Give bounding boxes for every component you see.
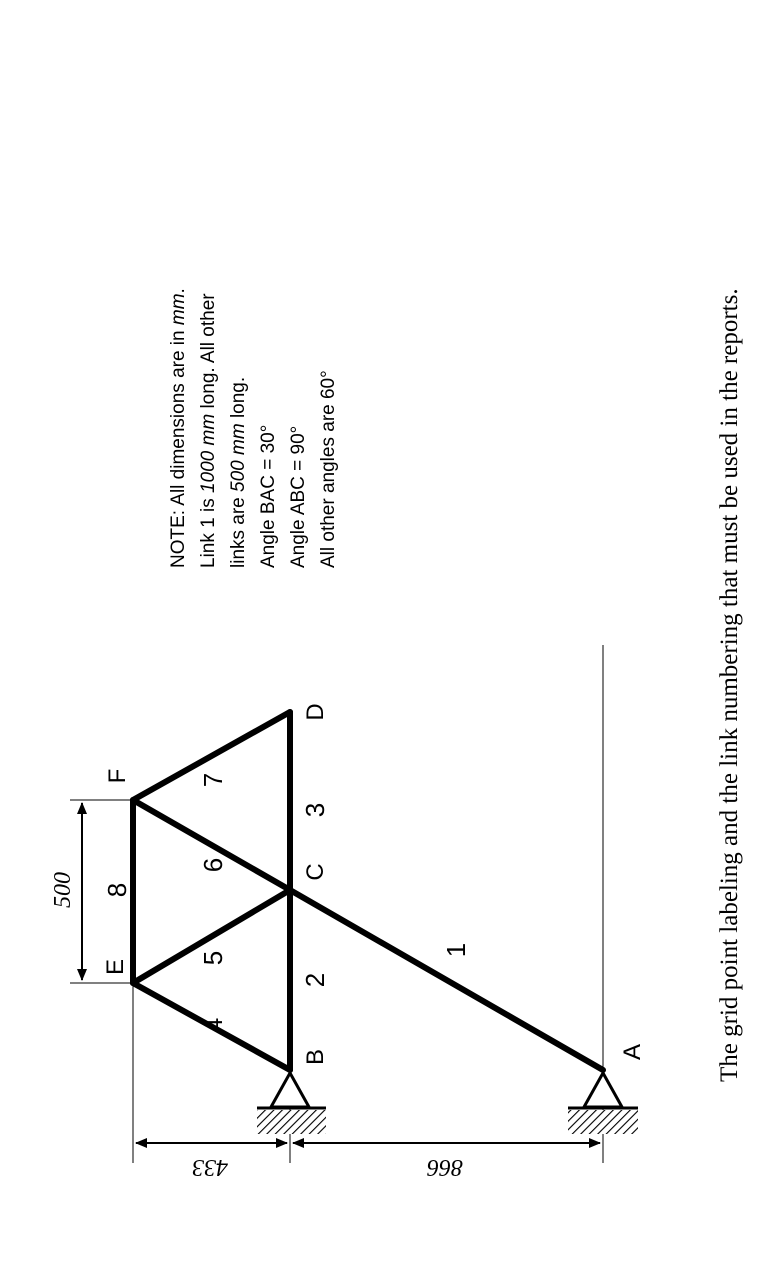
note-line-4: Angle BAC = 30° (258, 424, 279, 568)
node-label-c: C (302, 863, 329, 881)
note-line-3: links are 500 mm long. (228, 376, 249, 568)
node-label-f: F (104, 768, 131, 784)
note-line-6: All other angles are 60° (318, 370, 339, 568)
link-label-5: 5 (198, 950, 228, 966)
node-label-d: D (302, 703, 329, 721)
node-label-a: A (619, 1043, 646, 1061)
pin-support-a (568, 1073, 638, 1134)
link-label-1: 1 (441, 942, 471, 958)
node-label-e: E (102, 958, 129, 976)
dimension-label-866: 866 (427, 1154, 463, 1180)
dimension-label-500: 500 (50, 872, 76, 908)
note-line-5: Angle ABC = 90° (288, 425, 309, 568)
link-label-8: 8 (102, 882, 132, 898)
note-line-1: NOTE: All dimensions are in mm. (168, 288, 189, 568)
link-label-6: 6 (198, 857, 228, 873)
link-1 (290, 890, 603, 1070)
link-5 (133, 890, 290, 983)
link-label-7: 7 (198, 772, 228, 788)
link-label-2: 2 (300, 972, 330, 988)
pin-support-b (257, 1073, 326, 1134)
node-label-b: B (302, 1048, 329, 1066)
figure-caption: The grid point labeling and the link numbering that must be used in the reports. (716, 288, 743, 1082)
link-label-3: 3 (300, 802, 330, 818)
note-line-2: Link 1 is 1000 mm long. All other (198, 293, 219, 568)
link-label-4: 4 (198, 1017, 228, 1033)
truss-members (133, 712, 603, 1070)
link-6 (133, 800, 290, 890)
dimension-label-433: 433 (192, 1154, 228, 1180)
note-block (168, 288, 339, 568)
